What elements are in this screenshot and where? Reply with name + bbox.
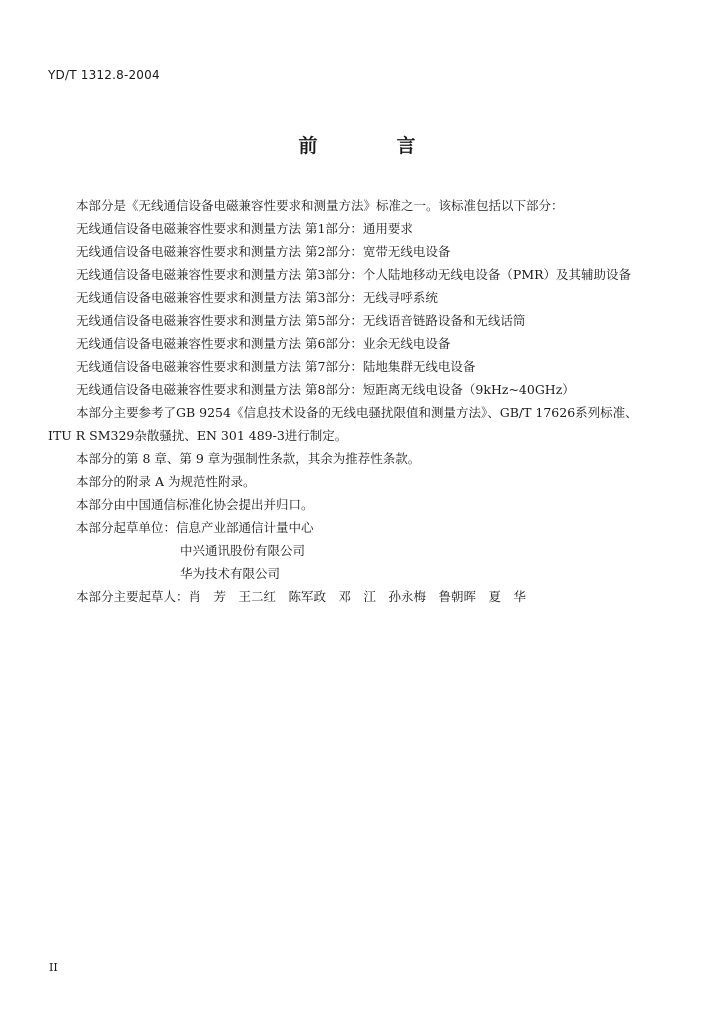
- mandatory-paragraph: 本部分的第 8 章、第 9 章为强制性条款，其余为推荐性条款。: [76, 451, 421, 466]
- page-number: II: [49, 961, 58, 974]
- part-item: 无线通信设备电磁兼容性要求和测量方法 第5部分：无线语音链路设备和无线话筒: [76, 313, 526, 328]
- part-item: 无线通信设备电磁兼容性要求和测量方法 第2部分：宽带无线电设备: [76, 244, 451, 259]
- intro-paragraph: 本部分是《无线通信设备电磁兼容性要求和测量方法》标准之一。该标准包括以下部分：: [76, 198, 564, 213]
- reference-paragraph: 本部分主要参考了GB 9254《信息技术设备的无线电骚扰限值和测量方法》、GB/T 17626系列标准、: [76, 405, 638, 420]
- annex-paragraph: 本部分的附录 A 为规范性附录。: [76, 474, 256, 489]
- reference-paragraph-cont: ITU R SM329杂散骚扰、EN 301 489-3进行制定。: [48, 428, 348, 443]
- standard-code: YD/T 1312.8-2004: [48, 68, 160, 82]
- page-title: 前 言: [298, 135, 446, 157]
- part-item: 无线通信设备电磁兼容性要求和测量方法 第6部分：业余无线电设备: [76, 336, 451, 351]
- drafters: 本部分主要起草人：肖 芳 王二红 陈军政 邓 江 孙永梅 鲁朝晖 夏 华: [76, 589, 527, 604]
- part-item: 无线通信设备电磁兼容性要求和测量方法 第8部分：短距离无线电设备（9kHz~40GHz）: [76, 382, 575, 397]
- proposer-paragraph: 本部分由中国通信标准化协会提出并归口。: [76, 497, 314, 512]
- drafting-unit: 华为技术有限公司: [180, 566, 281, 581]
- part-item: 无线通信设备电磁兼容性要求和测量方法 第7部分：陆地集群无线电设备: [76, 359, 476, 374]
- part-item: 无线通信设备电磁兼容性要求和测量方法 第3部分：个人陆地移动无线电设备（PMR）及其辅助设备: [76, 267, 632, 282]
- drafting-unit: 中兴通讯股份有限公司: [180, 543, 306, 558]
- drafting-units: 本部分起草单位：信息产业部通信计量中心: [76, 520, 314, 535]
- part-item: 无线通信设备电磁兼容性要求和测量方法 第3部分：无线寻呼系统: [76, 290, 438, 305]
- part-item: 无线通信设备电磁兼容性要求和测量方法 第1部分：通用要求: [76, 221, 413, 236]
